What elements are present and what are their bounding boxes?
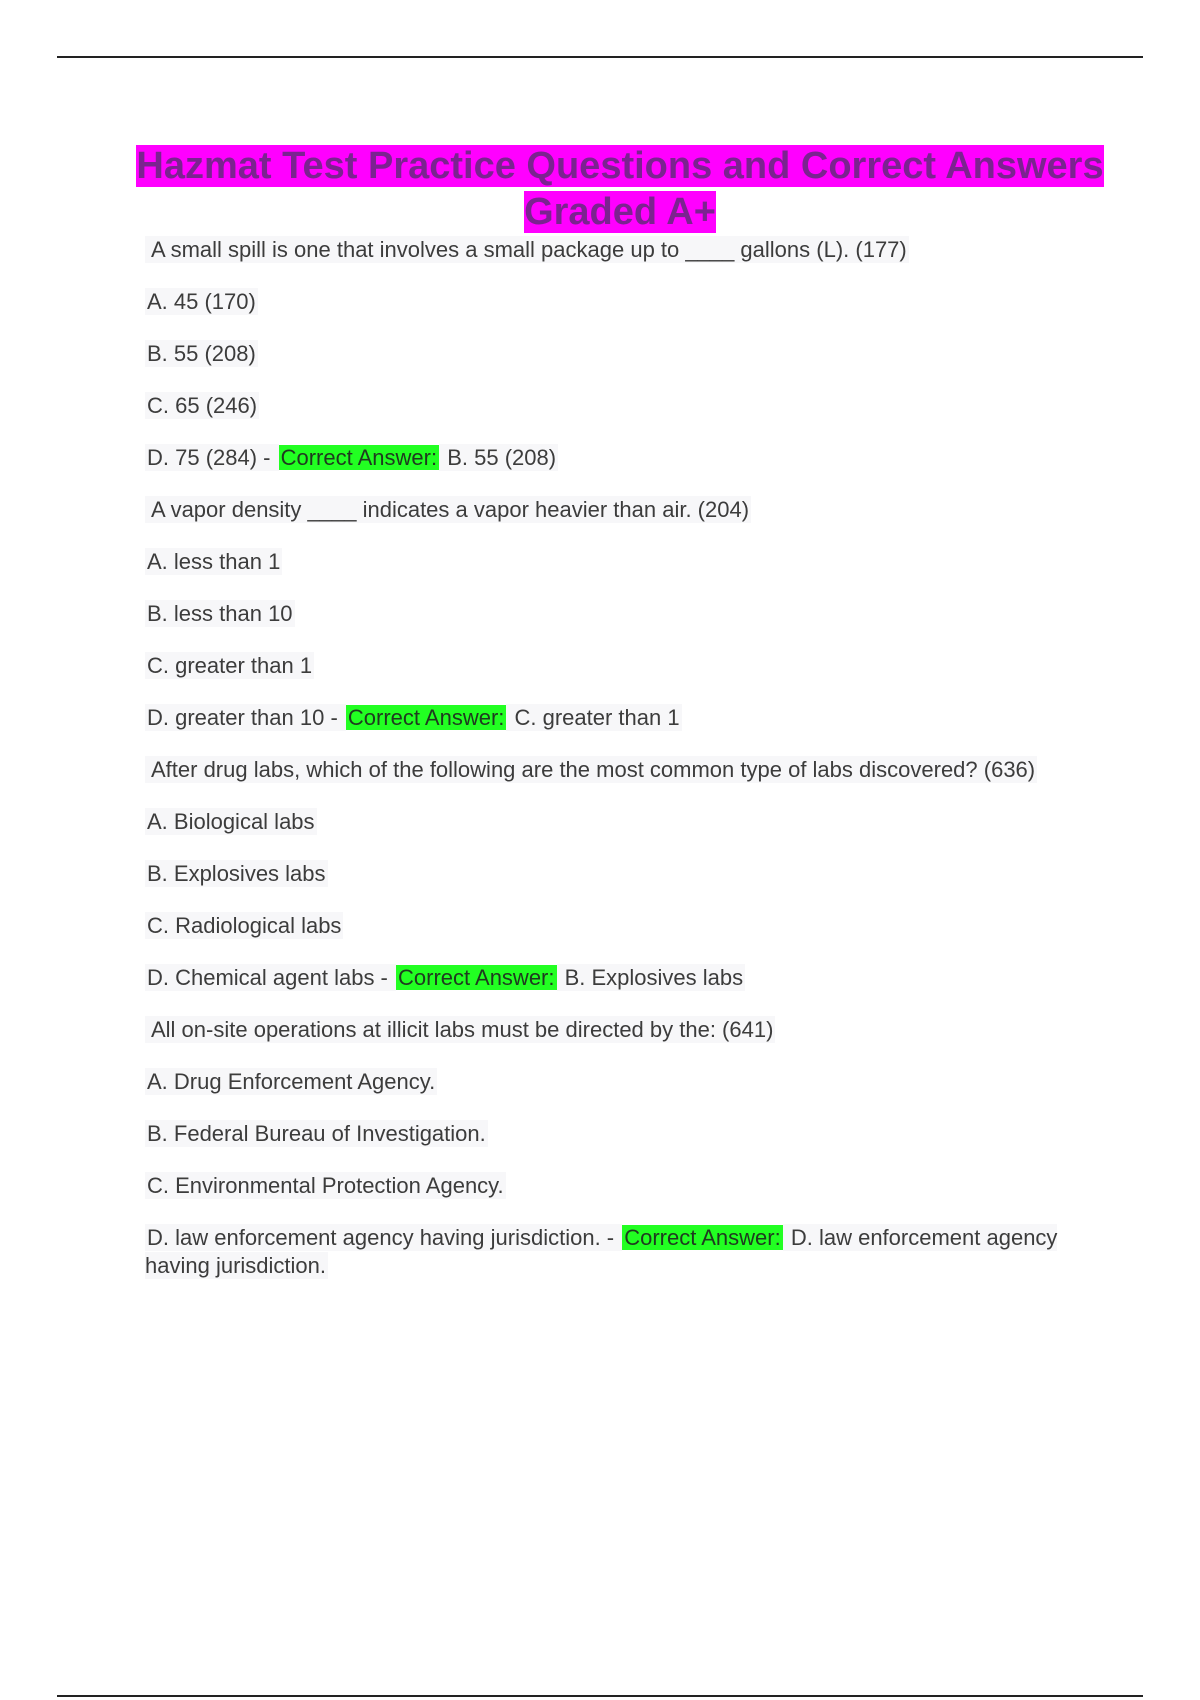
option-text: D. law enforcement agency having jurisdiction. -: [147, 1225, 621, 1250]
option-item: [145, 288, 1075, 316]
option-item: [145, 1068, 1075, 1096]
option-item: [145, 860, 1075, 888]
option-item: [145, 1120, 1075, 1148]
question-prompt: [145, 1016, 1075, 1044]
question-text: A small spill is one that involves a small package up to ____ gallons (L). (177): [145, 236, 909, 263]
option-item: [145, 808, 1075, 836]
option-item-with-answer: [145, 704, 1075, 732]
correct-answer-label: Correct Answer:: [347, 705, 505, 730]
question-prompt: [145, 236, 1075, 264]
option-text: A. Drug Enforcement Agency.: [147, 1069, 436, 1094]
option-text: D. 75 (284) -: [147, 445, 277, 470]
option-item: [145, 600, 1075, 628]
correct-answer-text: C. greater than 1: [508, 705, 680, 730]
question-text: After drug labs, which of the following are the most common type of labs discovered? (636): [145, 756, 1037, 783]
option-text: C. 65 (246): [147, 393, 258, 418]
option-text: B. 55 (208): [147, 341, 256, 366]
correct-answer-text: D. law enforcement agency having jurisdiction.: [145, 1225, 1058, 1278]
option-item: [145, 652, 1075, 680]
option-text: C. greater than 1: [147, 653, 313, 678]
question-prompt: [145, 496, 1075, 524]
option-item: [145, 548, 1075, 576]
option-item: [145, 392, 1075, 420]
header-rule: [57, 56, 1143, 58]
question-block: [145, 236, 1075, 472]
option-text: B. Explosives labs: [147, 861, 326, 886]
question-block: [145, 756, 1075, 992]
question-text: A vapor density ____ indicates a vapor heavier than air. (204): [145, 496, 751, 523]
option-item-with-answer: [145, 444, 1075, 472]
document-body: [145, 236, 1075, 1304]
question-text: All on-site operations at illicit labs must be directed by the: (641): [145, 1016, 775, 1043]
option-text: C. Radiological labs: [147, 913, 342, 938]
option-item-with-answer: [145, 964, 1075, 992]
option-item: [145, 1172, 1075, 1200]
option-text: A. less than 1: [147, 549, 281, 574]
option-text: B. Federal Bureau of Investigation.: [147, 1121, 486, 1146]
question-block: [145, 496, 1075, 732]
question-block: [145, 1016, 1075, 1280]
option-text: D. Chemical agent labs -: [147, 965, 394, 990]
option-text: A. Biological labs: [147, 809, 315, 834]
question-prompt: [145, 756, 1075, 784]
correct-answer-label: Correct Answer:: [280, 445, 438, 470]
option-text: D. greater than 10 -: [147, 705, 344, 730]
option-text: C. Environmental Protection Agency.: [147, 1173, 504, 1198]
correct-answer-label: Correct Answer:: [624, 1225, 781, 1250]
option-text: B. less than 10: [147, 601, 293, 626]
footer-rule: [57, 1695, 1143, 1697]
correct-answer-label: Correct Answer:: [398, 965, 555, 990]
option-item: [145, 912, 1075, 940]
page-title-text: Hazmat Test Practice Questions and Correct Answers Graded A+: [136, 145, 1104, 233]
correct-answer-text: B. 55 (208): [441, 445, 557, 470]
page-title: [130, 143, 1110, 235]
option-item: [145, 340, 1075, 368]
correct-answer-text: B. Explosives labs: [558, 965, 744, 990]
option-text: A. 45 (170): [147, 289, 256, 314]
option-item-with-answer: [145, 1224, 1075, 1280]
